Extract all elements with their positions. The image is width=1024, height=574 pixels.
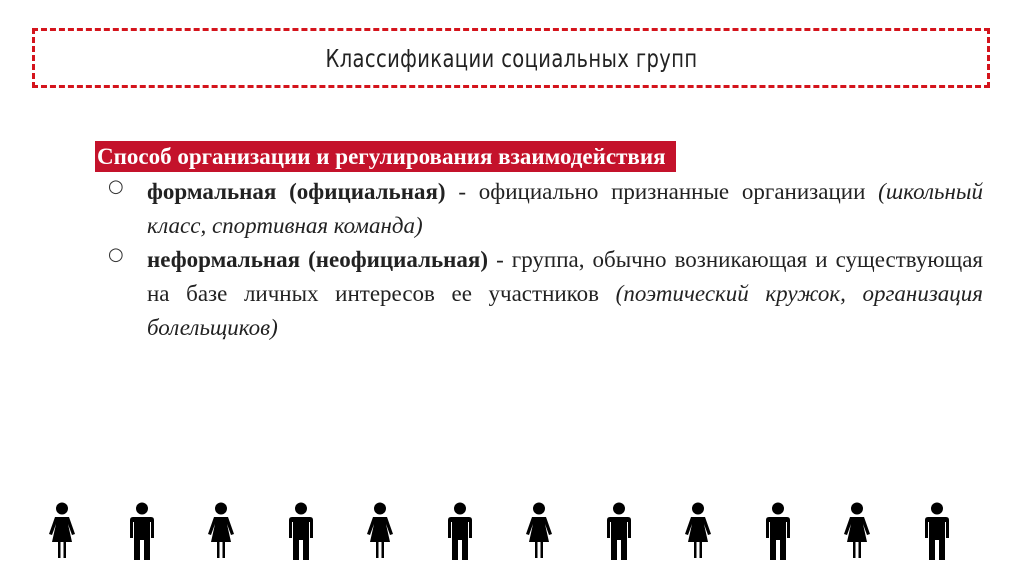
man-icon (124, 502, 160, 562)
description: - официально признанные организации (445, 179, 879, 204)
example: (школьный класс, спортивная команда) (147, 179, 983, 238)
woman-icon (680, 502, 716, 562)
woman-icon (521, 502, 557, 562)
woman-icon (362, 502, 398, 562)
man-icon (283, 502, 319, 562)
classification-list (95, 175, 983, 345)
term: неформальная (неофициальная) (147, 247, 489, 272)
section-label: Способ организации и регулирования взаимодействия (95, 141, 676, 172)
circle-bullet-icon: ○ (108, 176, 124, 197)
list-item-text (147, 243, 983, 345)
woman-icon (44, 502, 80, 562)
list-item (95, 175, 983, 243)
man-icon (919, 502, 955, 562)
woman-icon (203, 502, 239, 562)
man-icon (601, 502, 637, 562)
description: - группа, обычно возникающая и существующая на базе личных интересов ее участников (147, 247, 983, 306)
people-row (44, 502, 964, 564)
circle-bullet-icon: ○ (108, 244, 124, 265)
example: (поэтический кружок, организация болельщиков) (147, 281, 983, 340)
man-icon (442, 502, 478, 562)
list-item (95, 243, 983, 345)
woman-icon (839, 502, 875, 562)
slide-title: Классификации социальных групп (324, 43, 698, 73)
list-item-text (147, 175, 983, 243)
term: формальная (официальная) (147, 179, 446, 204)
man-icon (760, 502, 796, 562)
title-frame (32, 28, 990, 88)
